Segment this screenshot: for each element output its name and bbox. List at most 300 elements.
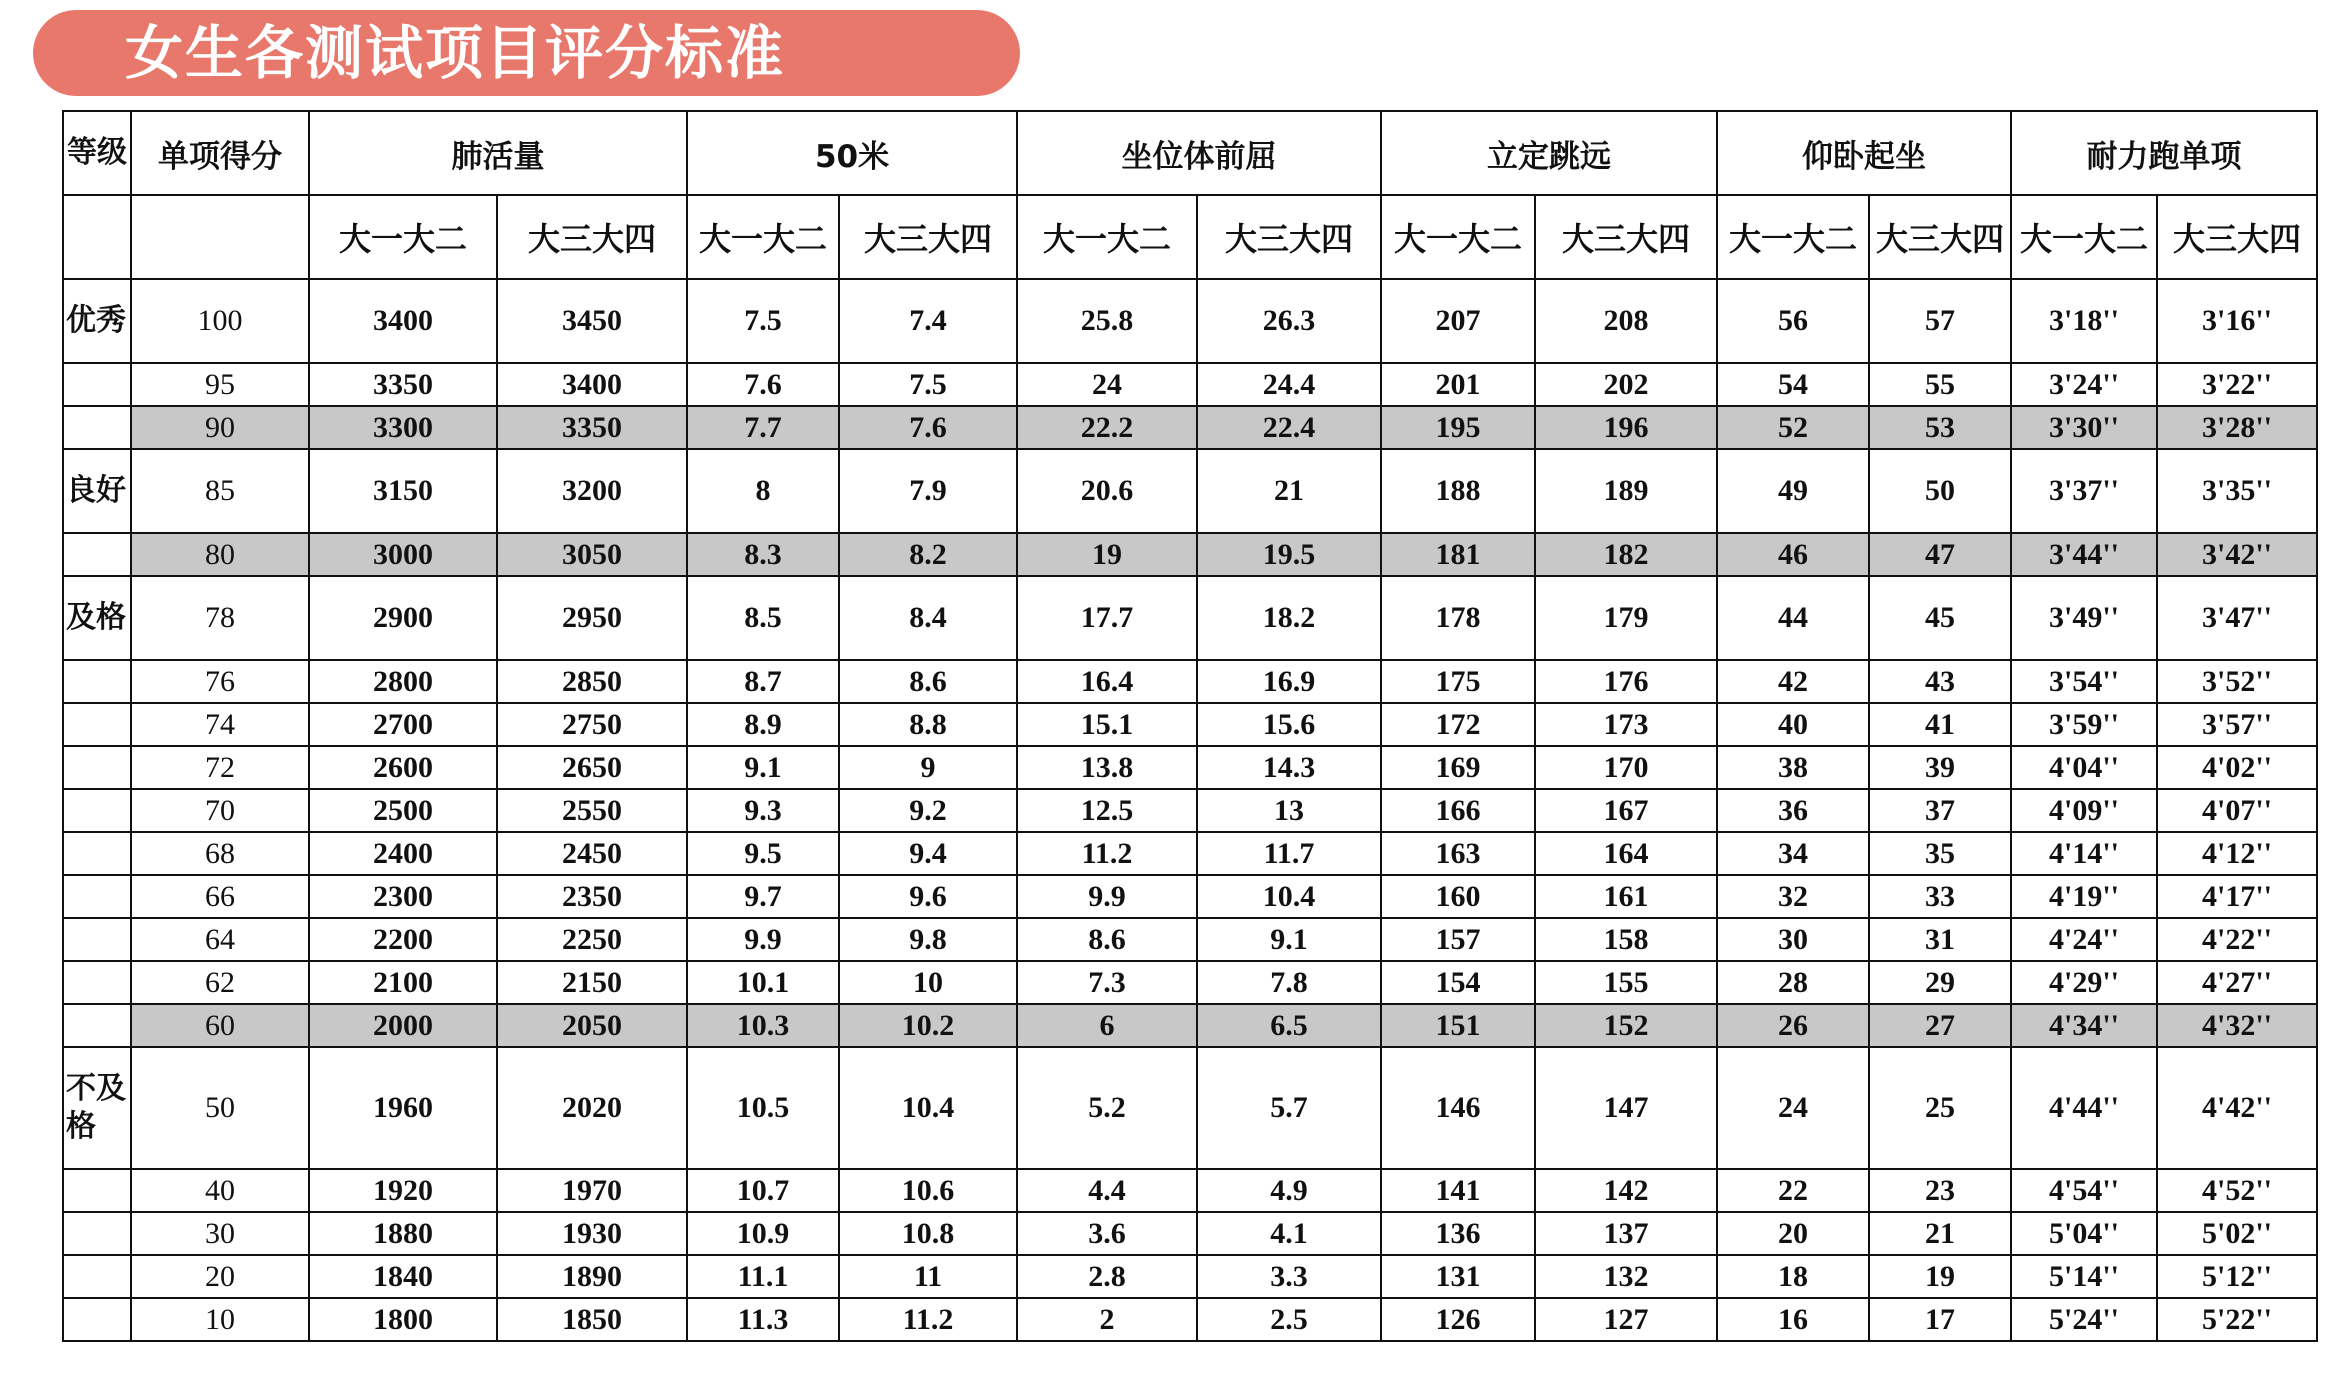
value-cell: 46 bbox=[1717, 533, 1869, 576]
value-cell: 4'24'' bbox=[2011, 918, 2157, 961]
subheader-year-1-2: 大一大二 bbox=[687, 195, 839, 279]
value-cell: 7.9 bbox=[839, 449, 1017, 533]
value-cell: 3'24'' bbox=[2011, 363, 2157, 406]
value-cell: 4'27'' bbox=[2157, 961, 2317, 1004]
value-cell: 8.6 bbox=[839, 660, 1017, 703]
score-cell: 85 bbox=[131, 449, 309, 533]
value-cell: 2300 bbox=[309, 875, 497, 918]
value-cell: 10.3 bbox=[687, 1004, 839, 1047]
value-cell: 7.5 bbox=[839, 363, 1017, 406]
value-cell: 5'22'' bbox=[2157, 1298, 2317, 1341]
value-cell: 11.1 bbox=[687, 1255, 839, 1298]
table-row bbox=[63, 961, 2317, 1004]
value-cell: 7.7 bbox=[687, 406, 839, 449]
value-cell: 37 bbox=[1869, 789, 2011, 832]
value-cell: 9.1 bbox=[687, 746, 839, 789]
value-cell: 3450 bbox=[497, 279, 687, 363]
value-cell: 4'22'' bbox=[2157, 918, 2317, 961]
table-row bbox=[63, 918, 2317, 961]
value-cell: 3'47'' bbox=[2157, 576, 2317, 660]
value-cell: 3000 bbox=[309, 533, 497, 576]
value-cell: 25.8 bbox=[1017, 279, 1197, 363]
value-cell: 7.3 bbox=[1017, 961, 1197, 1004]
value-cell: 3'49'' bbox=[2011, 576, 2157, 660]
value-cell: 2500 bbox=[309, 789, 497, 832]
group-header-endurance-run: 耐力跑单项 bbox=[2011, 111, 2317, 195]
subheader-year-3-4: 大三大四 bbox=[2157, 195, 2317, 279]
subheader-year-1-2: 大一大二 bbox=[309, 195, 497, 279]
value-cell: 4'04'' bbox=[2011, 746, 2157, 789]
value-cell: 3'57'' bbox=[2157, 703, 2317, 746]
value-cell: 4'19'' bbox=[2011, 875, 2157, 918]
value-cell: 23 bbox=[1869, 1169, 2011, 1212]
value-cell: 29 bbox=[1869, 961, 2011, 1004]
subheader-year-1-2: 大一大二 bbox=[1017, 195, 1197, 279]
value-cell: 4.1 bbox=[1197, 1212, 1381, 1255]
value-cell: 24.4 bbox=[1197, 363, 1381, 406]
value-cell: 1850 bbox=[497, 1298, 687, 1341]
value-cell: 173 bbox=[1535, 703, 1717, 746]
value-cell: 22 bbox=[1717, 1169, 1869, 1212]
value-cell: 2650 bbox=[497, 746, 687, 789]
group-header-50m: 50米 bbox=[687, 111, 1017, 195]
value-cell: 3050 bbox=[497, 533, 687, 576]
value-cell: 178 bbox=[1381, 576, 1535, 660]
value-cell: 39 bbox=[1869, 746, 2011, 789]
value-cell: 202 bbox=[1535, 363, 1717, 406]
value-cell: 1960 bbox=[309, 1047, 497, 1169]
grade-cell bbox=[63, 961, 131, 1004]
value-cell: 4'44'' bbox=[2011, 1047, 2157, 1169]
value-cell: 10.4 bbox=[839, 1047, 1017, 1169]
value-cell: 166 bbox=[1381, 789, 1535, 832]
grade-cell bbox=[63, 875, 131, 918]
value-cell: 26 bbox=[1717, 1004, 1869, 1047]
value-cell: 3'59'' bbox=[2011, 703, 2157, 746]
value-cell: 42 bbox=[1717, 660, 1869, 703]
value-cell: 9.3 bbox=[687, 789, 839, 832]
value-cell: 16.9 bbox=[1197, 660, 1381, 703]
grade-cell bbox=[63, 1298, 131, 1341]
value-cell: 10.4 bbox=[1197, 875, 1381, 918]
table-row bbox=[63, 1047, 2317, 1169]
value-cell: 3'37'' bbox=[2011, 449, 2157, 533]
score-cell: 40 bbox=[131, 1169, 309, 1212]
value-cell: 14.3 bbox=[1197, 746, 1381, 789]
value-cell: 20 bbox=[1717, 1212, 1869, 1255]
value-cell: 22.2 bbox=[1017, 406, 1197, 449]
value-cell: 161 bbox=[1535, 875, 1717, 918]
score-cell: 100 bbox=[131, 279, 309, 363]
group-header-standing-long-jump: 立定跳远 bbox=[1381, 111, 1717, 195]
value-cell: 158 bbox=[1535, 918, 1717, 961]
table-row bbox=[63, 1298, 2317, 1341]
value-cell: 7.6 bbox=[839, 406, 1017, 449]
grade-cell: 及格 bbox=[63, 576, 131, 660]
value-cell: 3350 bbox=[497, 406, 687, 449]
grade-cell bbox=[63, 1212, 131, 1255]
value-cell: 5'02'' bbox=[2157, 1212, 2317, 1255]
score-cell: 10 bbox=[131, 1298, 309, 1341]
value-cell: 8.6 bbox=[1017, 918, 1197, 961]
value-cell: 3.3 bbox=[1197, 1255, 1381, 1298]
value-cell: 19 bbox=[1017, 533, 1197, 576]
value-cell: 12.5 bbox=[1017, 789, 1197, 832]
value-cell: 1800 bbox=[309, 1298, 497, 1341]
value-cell: 55 bbox=[1869, 363, 2011, 406]
value-cell: 7.5 bbox=[687, 279, 839, 363]
value-cell: 49 bbox=[1717, 449, 1869, 533]
value-cell: 5'04'' bbox=[2011, 1212, 2157, 1255]
value-cell: 1890 bbox=[497, 1255, 687, 1298]
value-cell: 10.5 bbox=[687, 1047, 839, 1169]
value-cell: 15.6 bbox=[1197, 703, 1381, 746]
table-row bbox=[63, 1255, 2317, 1298]
table-row bbox=[63, 875, 2317, 918]
value-cell: 2020 bbox=[497, 1047, 687, 1169]
table-row bbox=[63, 1212, 2317, 1255]
value-cell: 2700 bbox=[309, 703, 497, 746]
value-cell: 2400 bbox=[309, 832, 497, 875]
value-cell: 127 bbox=[1535, 1298, 1717, 1341]
value-cell: 3'44'' bbox=[2011, 533, 2157, 576]
value-cell: 152 bbox=[1535, 1004, 1717, 1047]
value-cell: 169 bbox=[1381, 746, 1535, 789]
value-cell: 7.4 bbox=[839, 279, 1017, 363]
value-cell: 2 bbox=[1017, 1298, 1197, 1341]
score-cell: 66 bbox=[131, 875, 309, 918]
value-cell: 9 bbox=[839, 746, 1017, 789]
grade-cell: 良好 bbox=[63, 449, 131, 533]
value-cell: 4'32'' bbox=[2157, 1004, 2317, 1047]
grade-cell bbox=[63, 533, 131, 576]
value-cell: 57 bbox=[1869, 279, 2011, 363]
grade-cell bbox=[63, 746, 131, 789]
value-cell: 189 bbox=[1535, 449, 1717, 533]
value-cell: 141 bbox=[1381, 1169, 1535, 1212]
score-cell: 20 bbox=[131, 1255, 309, 1298]
value-cell: 11.2 bbox=[1017, 832, 1197, 875]
score-cell: 76 bbox=[131, 660, 309, 703]
value-cell: 3350 bbox=[309, 363, 497, 406]
score-cell: 80 bbox=[131, 533, 309, 576]
score-cell: 62 bbox=[131, 961, 309, 1004]
value-cell: 50 bbox=[1869, 449, 2011, 533]
value-cell: 18 bbox=[1717, 1255, 1869, 1298]
value-cell: 8.3 bbox=[687, 533, 839, 576]
value-cell: 2.5 bbox=[1197, 1298, 1381, 1341]
value-cell: 5.7 bbox=[1197, 1047, 1381, 1169]
value-cell: 4'29'' bbox=[2011, 961, 2157, 1004]
table-row bbox=[63, 533, 2317, 576]
table-row bbox=[63, 279, 2317, 363]
value-cell: 4'17'' bbox=[2157, 875, 2317, 918]
value-cell: 13 bbox=[1197, 789, 1381, 832]
value-cell: 8.8 bbox=[839, 703, 1017, 746]
score-cell: 70 bbox=[131, 789, 309, 832]
value-cell: 4'54'' bbox=[2011, 1169, 2157, 1212]
value-cell: 8.9 bbox=[687, 703, 839, 746]
value-cell: 10.8 bbox=[839, 1212, 1017, 1255]
value-cell: 17 bbox=[1869, 1298, 2011, 1341]
grade-cell: 不及格 bbox=[63, 1047, 131, 1169]
value-cell: 43 bbox=[1869, 660, 2011, 703]
value-cell: 8.5 bbox=[687, 576, 839, 660]
group-header-vital-capacity: 肺活量 bbox=[309, 111, 687, 195]
value-cell: 4'42'' bbox=[2157, 1047, 2317, 1169]
value-cell: 9.8 bbox=[839, 918, 1017, 961]
value-cell: 176 bbox=[1535, 660, 1717, 703]
value-cell: 1880 bbox=[309, 1212, 497, 1255]
value-cell: 157 bbox=[1381, 918, 1535, 961]
table-row bbox=[63, 406, 2317, 449]
value-cell: 3200 bbox=[497, 449, 687, 533]
value-cell: 9.7 bbox=[687, 875, 839, 918]
score-cell: 60 bbox=[131, 1004, 309, 1047]
value-cell: 16.4 bbox=[1017, 660, 1197, 703]
grade-cell: 优秀 bbox=[63, 279, 131, 363]
score-cell: 90 bbox=[131, 406, 309, 449]
value-cell: 3'22'' bbox=[2157, 363, 2317, 406]
value-cell: 4'09'' bbox=[2011, 789, 2157, 832]
value-cell: 25 bbox=[1869, 1047, 2011, 1169]
value-cell: 54 bbox=[1717, 363, 1869, 406]
value-cell: 3.6 bbox=[1017, 1212, 1197, 1255]
value-cell: 13.8 bbox=[1017, 746, 1197, 789]
value-cell: 146 bbox=[1381, 1047, 1535, 1169]
value-cell: 24 bbox=[1717, 1047, 1869, 1169]
value-cell: 131 bbox=[1381, 1255, 1535, 1298]
value-cell: 8.7 bbox=[687, 660, 839, 703]
subheader-year-3-4: 大三大四 bbox=[1535, 195, 1717, 279]
value-cell: 11.2 bbox=[839, 1298, 1017, 1341]
grade-cell bbox=[63, 660, 131, 703]
value-cell: 10.7 bbox=[687, 1169, 839, 1212]
subheader-year-3-4: 大三大四 bbox=[1869, 195, 2011, 279]
value-cell: 172 bbox=[1381, 703, 1535, 746]
value-cell: 21 bbox=[1197, 449, 1381, 533]
value-cell: 24 bbox=[1017, 363, 1197, 406]
value-cell: 167 bbox=[1535, 789, 1717, 832]
value-cell: 2000 bbox=[309, 1004, 497, 1047]
grade-cell bbox=[63, 1169, 131, 1212]
table-row bbox=[63, 1004, 2317, 1047]
value-cell: 1840 bbox=[309, 1255, 497, 1298]
value-cell: 4'12'' bbox=[2157, 832, 2317, 875]
table-row bbox=[63, 703, 2317, 746]
value-cell: 18.2 bbox=[1197, 576, 1381, 660]
value-cell: 2350 bbox=[497, 875, 687, 918]
value-cell: 188 bbox=[1381, 449, 1535, 533]
subheader-year-1-2: 大一大二 bbox=[2011, 195, 2157, 279]
value-cell: 17.7 bbox=[1017, 576, 1197, 660]
grade-cell bbox=[63, 1255, 131, 1298]
value-cell: 4'07'' bbox=[2157, 789, 2317, 832]
table-row bbox=[63, 789, 2317, 832]
value-cell: 136 bbox=[1381, 1212, 1535, 1255]
value-cell: 40 bbox=[1717, 703, 1869, 746]
value-cell: 208 bbox=[1535, 279, 1717, 363]
grade-cell bbox=[63, 703, 131, 746]
value-cell: 9.6 bbox=[839, 875, 1017, 918]
value-cell: 3'30'' bbox=[2011, 406, 2157, 449]
value-cell: 8.4 bbox=[839, 576, 1017, 660]
subheader-year-1-2: 大一大二 bbox=[1717, 195, 1869, 279]
value-cell: 160 bbox=[1381, 875, 1535, 918]
value-cell: 3400 bbox=[497, 363, 687, 406]
value-cell: 10.2 bbox=[839, 1004, 1017, 1047]
value-cell: 3300 bbox=[309, 406, 497, 449]
value-cell: 28 bbox=[1717, 961, 1869, 1004]
group-header-sit-and-reach: 坐位体前屈 bbox=[1017, 111, 1381, 195]
value-cell: 9.2 bbox=[839, 789, 1017, 832]
empty-header-cell bbox=[131, 195, 309, 279]
value-cell: 41 bbox=[1869, 703, 2011, 746]
group-header-sit-ups: 仰卧起坐 bbox=[1717, 111, 2011, 195]
table-row bbox=[63, 660, 2317, 703]
value-cell: 3'16'' bbox=[2157, 279, 2317, 363]
score-cell: 50 bbox=[131, 1047, 309, 1169]
value-cell: 33 bbox=[1869, 875, 2011, 918]
subheader-year-3-4: 大三大四 bbox=[1197, 195, 1381, 279]
value-cell: 4.9 bbox=[1197, 1169, 1381, 1212]
value-cell: 1920 bbox=[309, 1169, 497, 1212]
value-cell: 3'42'' bbox=[2157, 533, 2317, 576]
value-cell: 2050 bbox=[497, 1004, 687, 1047]
table-row bbox=[63, 832, 2317, 875]
score-cell: 64 bbox=[131, 918, 309, 961]
value-cell: 154 bbox=[1381, 961, 1535, 1004]
value-cell: 5.2 bbox=[1017, 1047, 1197, 1169]
value-cell: 132 bbox=[1535, 1255, 1717, 1298]
score-column-header: 单项得分 bbox=[131, 111, 309, 195]
value-cell: 44 bbox=[1717, 576, 1869, 660]
value-cell: 35 bbox=[1869, 832, 2011, 875]
score-cell: 78 bbox=[131, 576, 309, 660]
grade-cell bbox=[63, 789, 131, 832]
value-cell: 22.4 bbox=[1197, 406, 1381, 449]
value-cell: 11 bbox=[839, 1255, 1017, 1298]
value-cell: 2150 bbox=[497, 961, 687, 1004]
subheader-year-3-4: 大三大四 bbox=[839, 195, 1017, 279]
value-cell: 179 bbox=[1535, 576, 1717, 660]
value-cell: 9.1 bbox=[1197, 918, 1381, 961]
value-cell: 47 bbox=[1869, 533, 2011, 576]
value-cell: 195 bbox=[1381, 406, 1535, 449]
value-cell: 20.6 bbox=[1017, 449, 1197, 533]
value-cell: 163 bbox=[1381, 832, 1535, 875]
value-cell: 16 bbox=[1717, 1298, 1869, 1341]
value-cell: 155 bbox=[1535, 961, 1717, 1004]
value-cell: 2550 bbox=[497, 789, 687, 832]
value-cell: 10 bbox=[839, 961, 1017, 1004]
value-cell: 10.1 bbox=[687, 961, 839, 1004]
grade-cell bbox=[63, 363, 131, 406]
score-cell: 30 bbox=[131, 1212, 309, 1255]
subheader-year-1-2: 大一大二 bbox=[1381, 195, 1535, 279]
value-cell: 11.7 bbox=[1197, 832, 1381, 875]
value-cell: 147 bbox=[1535, 1047, 1717, 1169]
value-cell: 10.6 bbox=[839, 1169, 1017, 1212]
value-cell: 4'02'' bbox=[2157, 746, 2317, 789]
score-cell: 74 bbox=[131, 703, 309, 746]
grade-column-header: 等级 bbox=[63, 111, 131, 195]
value-cell: 9.4 bbox=[839, 832, 1017, 875]
value-cell: 175 bbox=[1381, 660, 1535, 703]
value-cell: 31 bbox=[1869, 918, 2011, 961]
value-cell: 32 bbox=[1717, 875, 1869, 918]
value-cell: 8 bbox=[687, 449, 839, 533]
value-cell: 137 bbox=[1535, 1212, 1717, 1255]
table-body bbox=[63, 279, 2317, 1341]
value-cell: 196 bbox=[1535, 406, 1717, 449]
empty-header-cell bbox=[63, 195, 131, 279]
value-cell: 2450 bbox=[497, 832, 687, 875]
value-cell: 6.5 bbox=[1197, 1004, 1381, 1047]
value-cell: 3'18'' bbox=[2011, 279, 2157, 363]
value-cell: 34 bbox=[1717, 832, 1869, 875]
grade-cell bbox=[63, 406, 131, 449]
value-cell: 1970 bbox=[497, 1169, 687, 1212]
score-cell: 95 bbox=[131, 363, 309, 406]
value-cell: 3'54'' bbox=[2011, 660, 2157, 703]
table-row bbox=[63, 746, 2317, 789]
value-cell: 36 bbox=[1717, 789, 1869, 832]
value-cell: 52 bbox=[1717, 406, 1869, 449]
value-cell: 2600 bbox=[309, 746, 497, 789]
table-row bbox=[63, 363, 2317, 406]
value-cell: 19.5 bbox=[1197, 533, 1381, 576]
value-cell: 201 bbox=[1381, 363, 1535, 406]
value-cell: 7.8 bbox=[1197, 961, 1381, 1004]
value-cell: 6 bbox=[1017, 1004, 1197, 1047]
value-cell: 27 bbox=[1869, 1004, 2011, 1047]
score-cell: 68 bbox=[131, 832, 309, 875]
value-cell: 2750 bbox=[497, 703, 687, 746]
value-cell: 126 bbox=[1381, 1298, 1535, 1341]
score-cell: 72 bbox=[131, 746, 309, 789]
value-cell: 5'24'' bbox=[2011, 1298, 2157, 1341]
value-cell: 1930 bbox=[497, 1212, 687, 1255]
value-cell: 3'52'' bbox=[2157, 660, 2317, 703]
value-cell: 170 bbox=[1535, 746, 1717, 789]
value-cell: 45 bbox=[1869, 576, 2011, 660]
value-cell: 207 bbox=[1381, 279, 1535, 363]
value-cell: 2900 bbox=[309, 576, 497, 660]
value-cell: 21 bbox=[1869, 1212, 2011, 1255]
value-cell: 2.8 bbox=[1017, 1255, 1197, 1298]
value-cell: 2800 bbox=[309, 660, 497, 703]
value-cell: 53 bbox=[1869, 406, 2011, 449]
value-cell: 11.3 bbox=[687, 1298, 839, 1341]
value-cell: 56 bbox=[1717, 279, 1869, 363]
scoring-table bbox=[62, 110, 2318, 1342]
value-cell: 2250 bbox=[497, 918, 687, 961]
grade-cell bbox=[63, 832, 131, 875]
table-row bbox=[63, 1169, 2317, 1212]
value-cell: 5'14'' bbox=[2011, 1255, 2157, 1298]
value-cell: 164 bbox=[1535, 832, 1717, 875]
value-cell: 26.3 bbox=[1197, 279, 1381, 363]
subheader-year-3-4: 大三大四 bbox=[497, 195, 687, 279]
value-cell: 182 bbox=[1535, 533, 1717, 576]
value-cell: 38 bbox=[1717, 746, 1869, 789]
value-cell: 7.6 bbox=[687, 363, 839, 406]
value-cell: 4'52'' bbox=[2157, 1169, 2317, 1212]
grade-cell bbox=[63, 918, 131, 961]
value-cell: 2950 bbox=[497, 576, 687, 660]
value-cell: 142 bbox=[1535, 1169, 1717, 1212]
